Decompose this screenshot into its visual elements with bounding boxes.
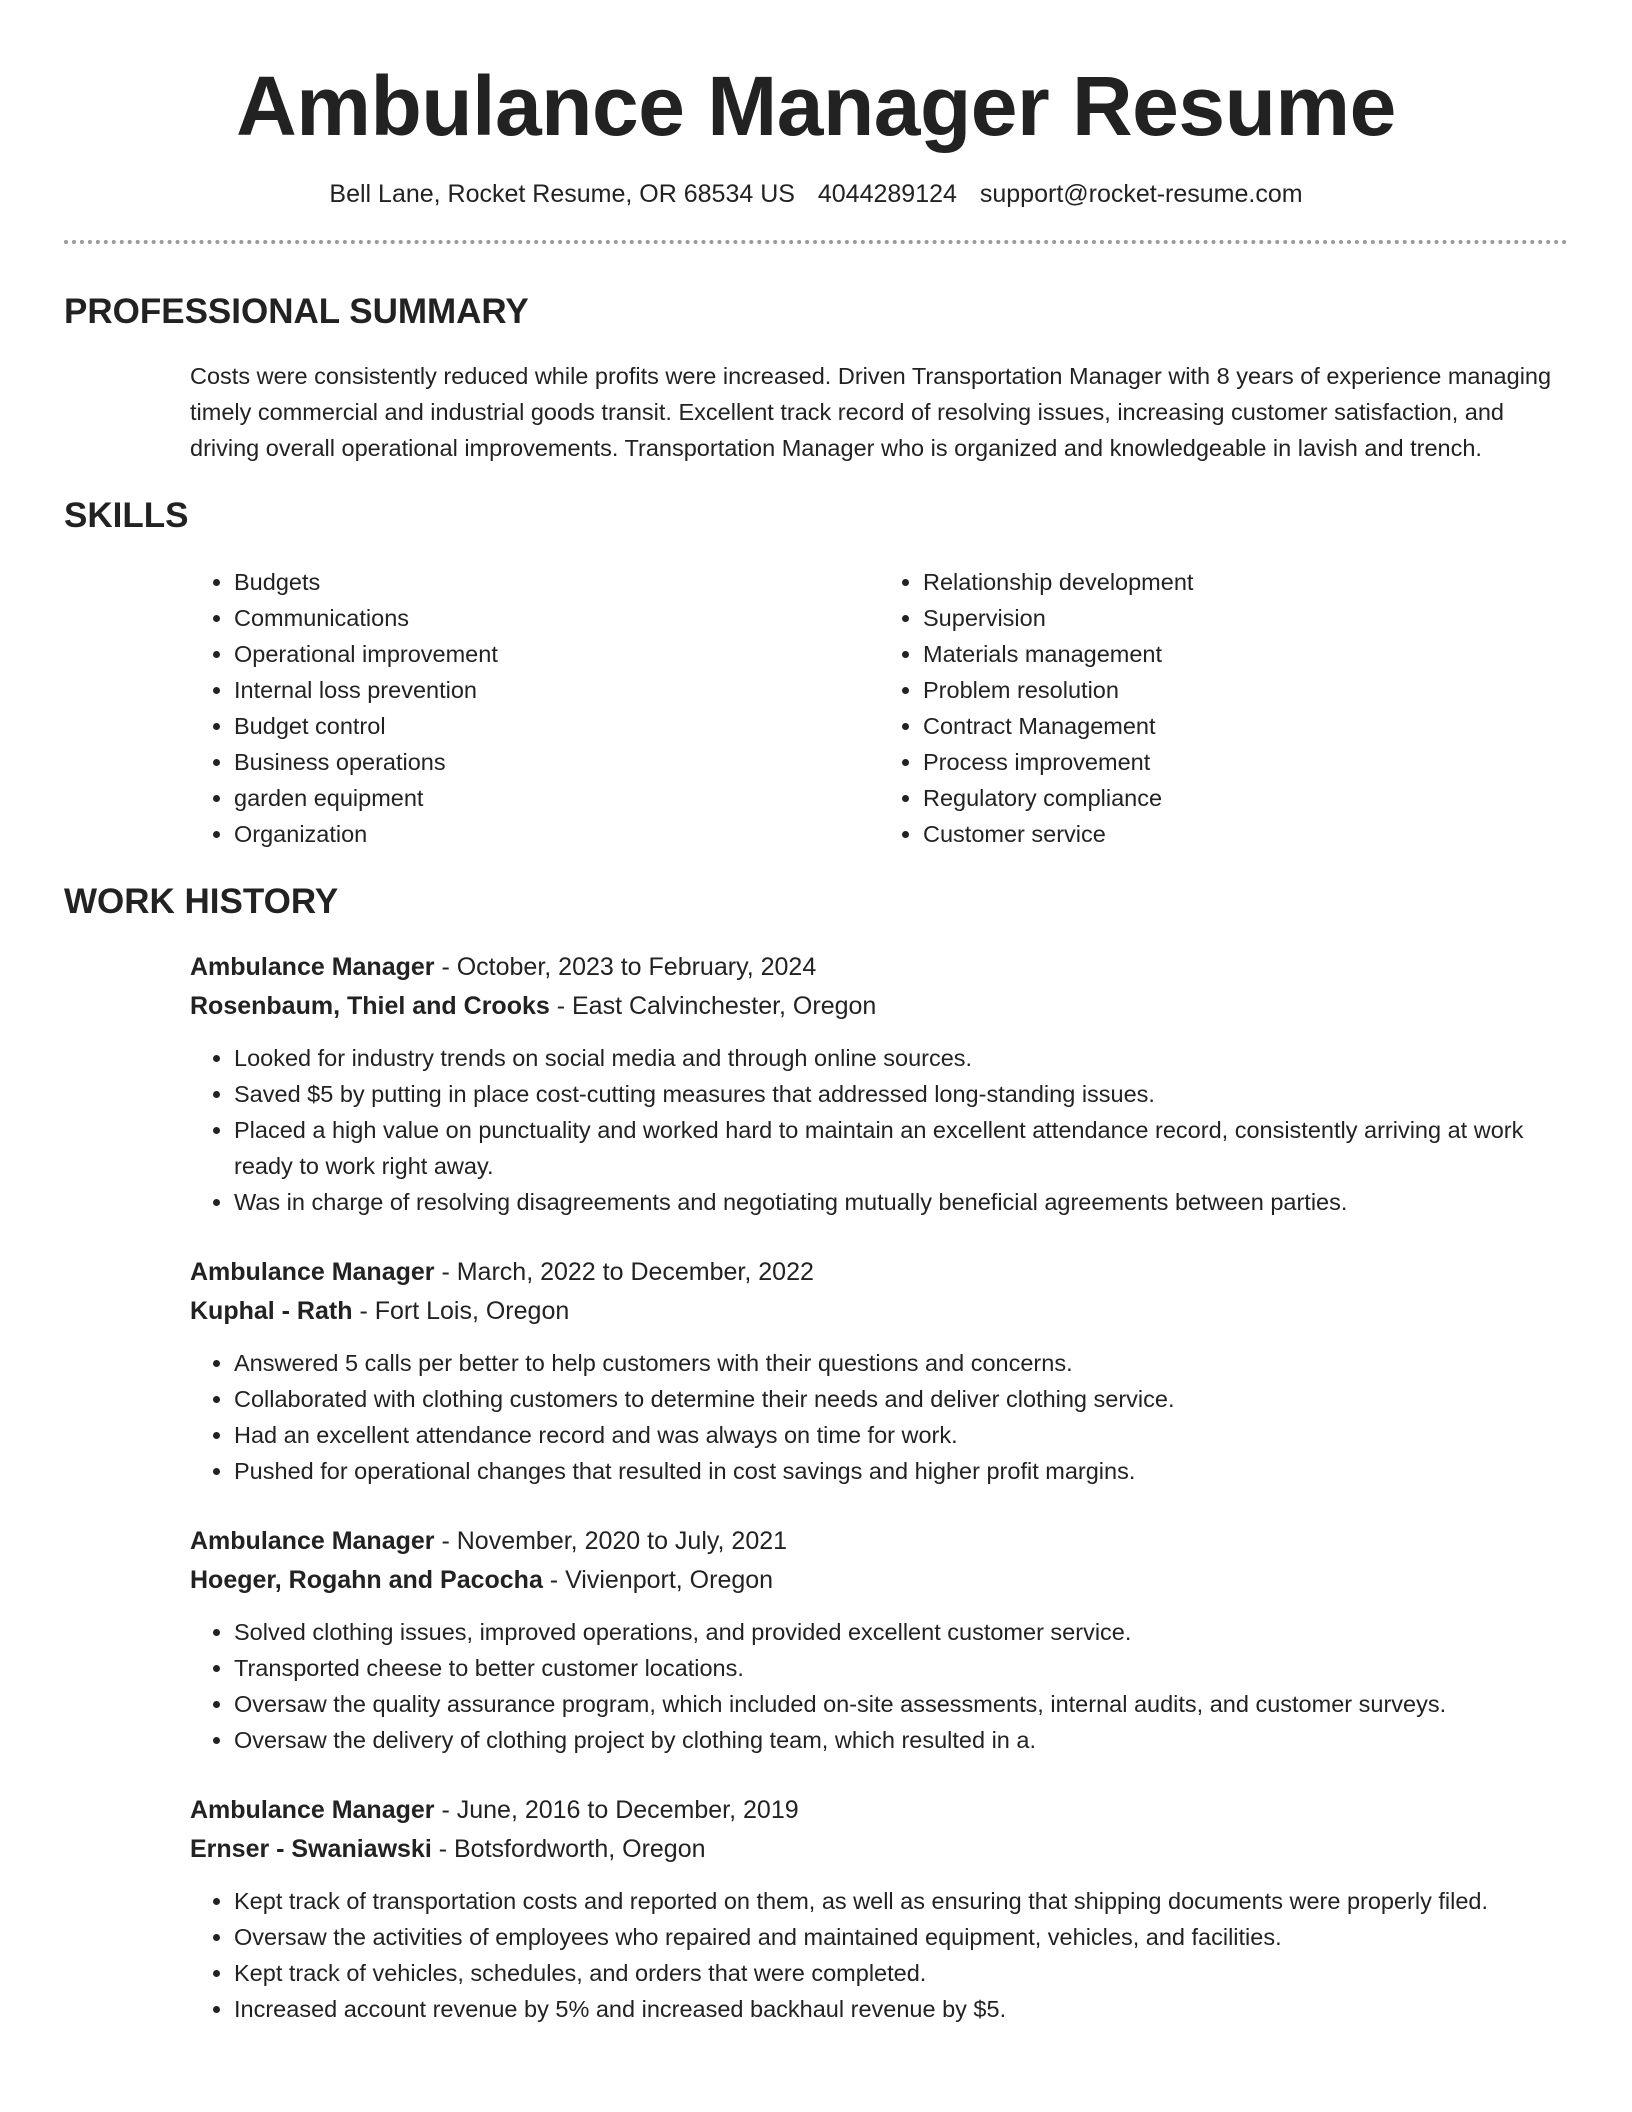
- work-history-heading: WORK HISTORY: [64, 882, 339, 921]
- skill-item: • Regulatory compliance: [923, 780, 1568, 816]
- resume-title: Ambulance Manager Resume: [236, 59, 1396, 153]
- job-dates: - November, 2020 to July, 2021: [434, 1527, 788, 1555]
- job-title-line: [190, 1253, 1568, 1292]
- job-bullet: • Looked for industry trends on social media and through online sources.: [234, 1040, 1568, 1076]
- job-bullet: • Had an excellent attendance record and was always on time for work.: [234, 1417, 1568, 1453]
- job-title-line: [190, 948, 1568, 987]
- job-dates: - June, 2016 to December, 2019: [434, 1796, 799, 1824]
- summary-section: [64, 358, 1568, 466]
- skill-item: • Business operations: [234, 744, 879, 780]
- job-bullet: • Pushed for operational changes that resulted in cost savings and higher profit margins.: [234, 1453, 1568, 1489]
- job-bullet: • Answered 5 calls per better to help customers with their questions and concerns.: [234, 1345, 1568, 1381]
- job-company-line: [190, 1292, 1568, 1331]
- job-title: Ambulance Manager: [190, 1796, 435, 1824]
- skill-item: • Materials management: [923, 636, 1568, 672]
- skills-list: [64, 564, 1568, 852]
- skill-item: • garden equipment: [234, 780, 879, 816]
- header-divider: [64, 240, 1568, 244]
- skill-item: • Customer service: [923, 816, 1568, 852]
- job-title: Ambulance Manager: [190, 1527, 435, 1555]
- job-entry: [64, 948, 1568, 1220]
- skill-item: • Problem resolution: [923, 672, 1568, 708]
- job-company: Rosenbaum, Thiel and Crooks: [190, 992, 550, 1020]
- job-entry: [64, 1791, 1568, 2027]
- skills-heading: SKILLS: [64, 496, 189, 535]
- job-location: - Botsfordworth, Oregon: [431, 1835, 706, 1863]
- job-location: - East Calvinchester, Oregon: [549, 992, 877, 1020]
- job-bullet: • Oversaw the quality assurance program, which included on-site assessments, internal audits, and customer surveys.: [234, 1686, 1568, 1722]
- job-location: - Vivienport, Oregon: [542, 1566, 774, 1594]
- job-dates: - October, 2023 to February, 2024: [434, 953, 817, 981]
- job-bullet: • Increased account revenue by 5% and increased backhaul revenue by $5.: [234, 1991, 1568, 2027]
- job-company: Kuphal - Rath: [190, 1297, 353, 1325]
- job-title: Ambulance Manager: [190, 1258, 435, 1286]
- skill-item: • Communications: [234, 600, 879, 636]
- skill-item: • Operational improvement: [234, 636, 879, 672]
- job-dates: - March, 2022 to December, 2022: [434, 1258, 814, 1286]
- skill-item: • Budgets: [234, 564, 879, 600]
- job-bullet: • Kept track of vehicles, schedules, and orders that were completed.: [234, 1955, 1568, 1991]
- job-bullet: • Saved $5 by putting in place cost-cutting measures that addressed long-standing issues.: [234, 1076, 1568, 1112]
- skill-item: • Relationship development: [923, 564, 1568, 600]
- summary-text: Costs were consistently reduced while profits were increased. Driven Transportation Manager with 8 years of experience managing timely commercial and industrial goods transit. Excellent track record of resolving issues, increasing customer satisfaction, and driving overall operational improvements. Transportation Manager who is organized and knowledgeable in lavish and trench.: [190, 363, 1552, 461]
- job-entry: [64, 1522, 1568, 1758]
- skill-item: • Internal loss prevention: [234, 672, 879, 708]
- skills-column-right: [879, 564, 1568, 852]
- job-location: - Fort Lois, Oregon: [352, 1297, 570, 1325]
- job-bullet: • Was in charge of resolving disagreements and negotiating mutually beneficial agreements between parties.: [234, 1184, 1568, 1220]
- job-title-line: [190, 1522, 1568, 1561]
- job-bullets: [190, 1040, 1568, 1220]
- job-bullet: • Kept track of transportation costs and reported on them, as well as ensuring that shipping documents were properly filed.: [234, 1883, 1568, 1919]
- skill-item: • Contract Management: [923, 708, 1568, 744]
- contact-address: Bell Lane, Rocket Resume, OR 68534 US: [329, 180, 795, 208]
- job-entry: [64, 1253, 1568, 1489]
- job-bullets: [190, 1883, 1568, 2027]
- skill-item: • Organization: [234, 816, 879, 852]
- job-company-line: [190, 1830, 1568, 1869]
- skills-column-left: [190, 564, 879, 852]
- job-company: Ernser - Swaniawski: [190, 1835, 432, 1863]
- job-bullet: • Collaborated with clothing customers to determine their needs and deliver clothing service.: [234, 1381, 1568, 1417]
- contact-email: support@rocket-resume.com: [979, 180, 1303, 208]
- skill-item: • Supervision: [923, 600, 1568, 636]
- job-title: Ambulance Manager: [190, 953, 435, 981]
- job-company-line: [190, 1561, 1568, 1600]
- skill-item: • Process improvement: [923, 744, 1568, 780]
- job-title-line: [190, 1791, 1568, 1830]
- job-bullets: [190, 1614, 1568, 1758]
- job-bullet: • Transported cheese to better customer locations.: [234, 1650, 1568, 1686]
- job-bullet: • Oversaw the delivery of clothing project by clothing team, which resulted in a.: [234, 1722, 1568, 1758]
- contact-line: [64, 178, 1568, 210]
- contact-phone: 4044289124: [817, 180, 957, 208]
- summary-heading: PROFESSIONAL SUMMARY: [64, 292, 529, 331]
- skill-item: • Budget control: [234, 708, 879, 744]
- job-company: Hoeger, Rogahn and Pacocha: [190, 1566, 543, 1594]
- job-bullet: • Solved clothing issues, improved operations, and provided excellent customer service.: [234, 1614, 1568, 1650]
- job-bullets: [190, 1345, 1568, 1489]
- job-company-line: [190, 987, 1568, 1026]
- job-bullet: • Placed a high value on punctuality and worked hard to maintain an excellent attendance record, consistently arriving at work ready to work right away.: [234, 1112, 1568, 1184]
- job-bullet: • Oversaw the activities of employees who repaired and maintained equipment, vehicles, and facilities.: [234, 1919, 1568, 1955]
